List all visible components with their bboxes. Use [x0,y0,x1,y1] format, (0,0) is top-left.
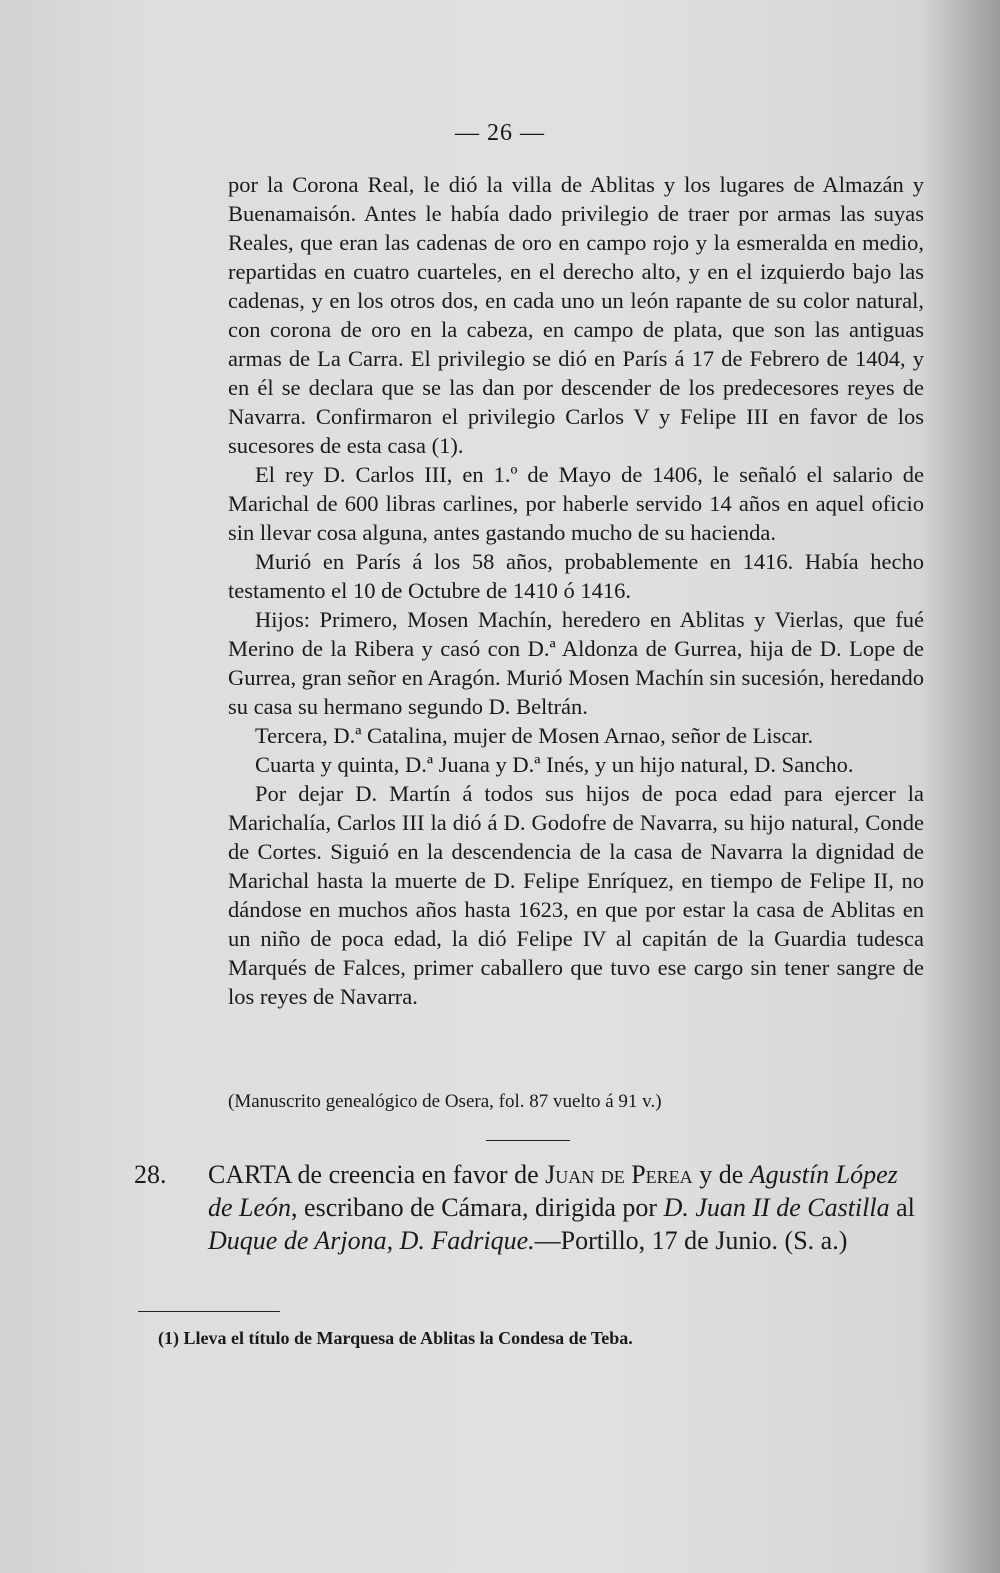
entry-number: 28. [134,1160,167,1189]
catalog-entry [134,1158,934,1257]
entry-text: y de [692,1160,750,1189]
page-number: — 26 — [455,120,545,146]
entry-date-place: —Portillo, 17 de Junio. (S. a.) [534,1226,848,1255]
paragraph-third-child: Tercera, D.ª Catalina, mujer de Mosen Arnao, señor de Liscar. [255,723,814,748]
entry-text: de creencia en favor de [291,1160,546,1189]
footnote-rule [138,1311,280,1312]
paragraph-marichalia: Por dejar D. Martín á todos sus hijos de poca edad para ejercer la Marichalía, Carlos III la dió á D. Godofre de Navarra, su hijo natural, Conde de Cortes. Siguió en la descendencia de la casa de Navarra la dignidad de Marichal hasta la muerte de D. Felipe Enríquez, en tiempo de Felipe II, no dándose en muchos años hasta 1623, en que por estar la casa de Ablitas en un niño de poca edad, la dió Felipe IV al capitán de la Guardia tudesca Marqués de Falces, primer caballero que tuvo ese cargo sin tener sangre de los reyes de Navarra. [228,781,924,1009]
body-text [228,170,924,1011]
paragraph-continuation: por la Corona Real, le dió la villa de Ablitas y los lugares de Almazán y Buenamaisón. Antes le había dado privilegio de traer por armas las suyas Reales, que eran las cadenas de oro en campo rojo y la esmeralda en medio, repartidas en cuatro cuarteles, en el derecho alto, y en el izquierdo bajo las cadenas, y en los otros dos, en cada uno un león rapante de su color natural, con corona de oro en la cabeza, en campo de plata, que son las antiguas armas de La Carra. El privilegio se dió en París á 17 de Febrero de 1404, y en él se declara que se las dan por descender de los predecesores reyes de Navarra. Confirmaron el privilegio Carlos V y Felipe III en favor de los sucesores de esta casa (1). [228,172,924,458]
source-note: (Manuscrito genealógico de Osera, fol. 87 vuelto á 91 v.) [228,1091,662,1112]
entry-person-juan-ii: D. Juan II de Castilla [663,1193,890,1222]
entry-text: al [889,1193,915,1222]
footnote: (1) Lleva el título de Marquesa de Ablitas la Condesa de Teba. [158,1328,633,1348]
paragraph-children: Hijos: Primero, Mosen Machín, heredero en Ablitas y Vierlas, que fué Merino de la Ribera y casó con D.ª Aldonza de Gurrea, hija de D. Lope de Gurrea, gran señor en Aragón. Murió Mosen Machín sin sucesión, heredando su casa su hermano segundo D. Beltrán. [228,607,924,719]
entry-person-agustin-lopez: Agustín López de León [208,1160,898,1222]
paragraph-fourth-fifth-child: Cuarta y quinta, D.ª Juana y D.ª Inés, y un hijo natural, D. Sancho. [255,752,854,777]
entry-person-juan-de-perea: Juan de Perea [545,1160,693,1189]
entry-text: , escribano de Cámara, dirigida por [291,1193,664,1222]
paragraph-salary: El rey D. Carlos III, en 1.º de Mayo de 1406, le señaló el salario de Marichal de 600 libras carlines, por haberle servido 14 años en aquel oficio sin llevar cosa alguna, antes gastando mucho de su hacienda. [228,462,924,545]
section-divider [486,1140,570,1141]
entry-description [208,1158,928,1257]
entry-title-word: CARTA [208,1160,292,1189]
entry-person-duque-de-arjona: Duque de Arjona, D. Fadrique. [208,1226,535,1255]
paragraph-death: Murió en París á los 58 años, probablemente en 1416. Había hecho testamento el 10 de Octubre de 1410 ó 1416. [228,549,924,603]
